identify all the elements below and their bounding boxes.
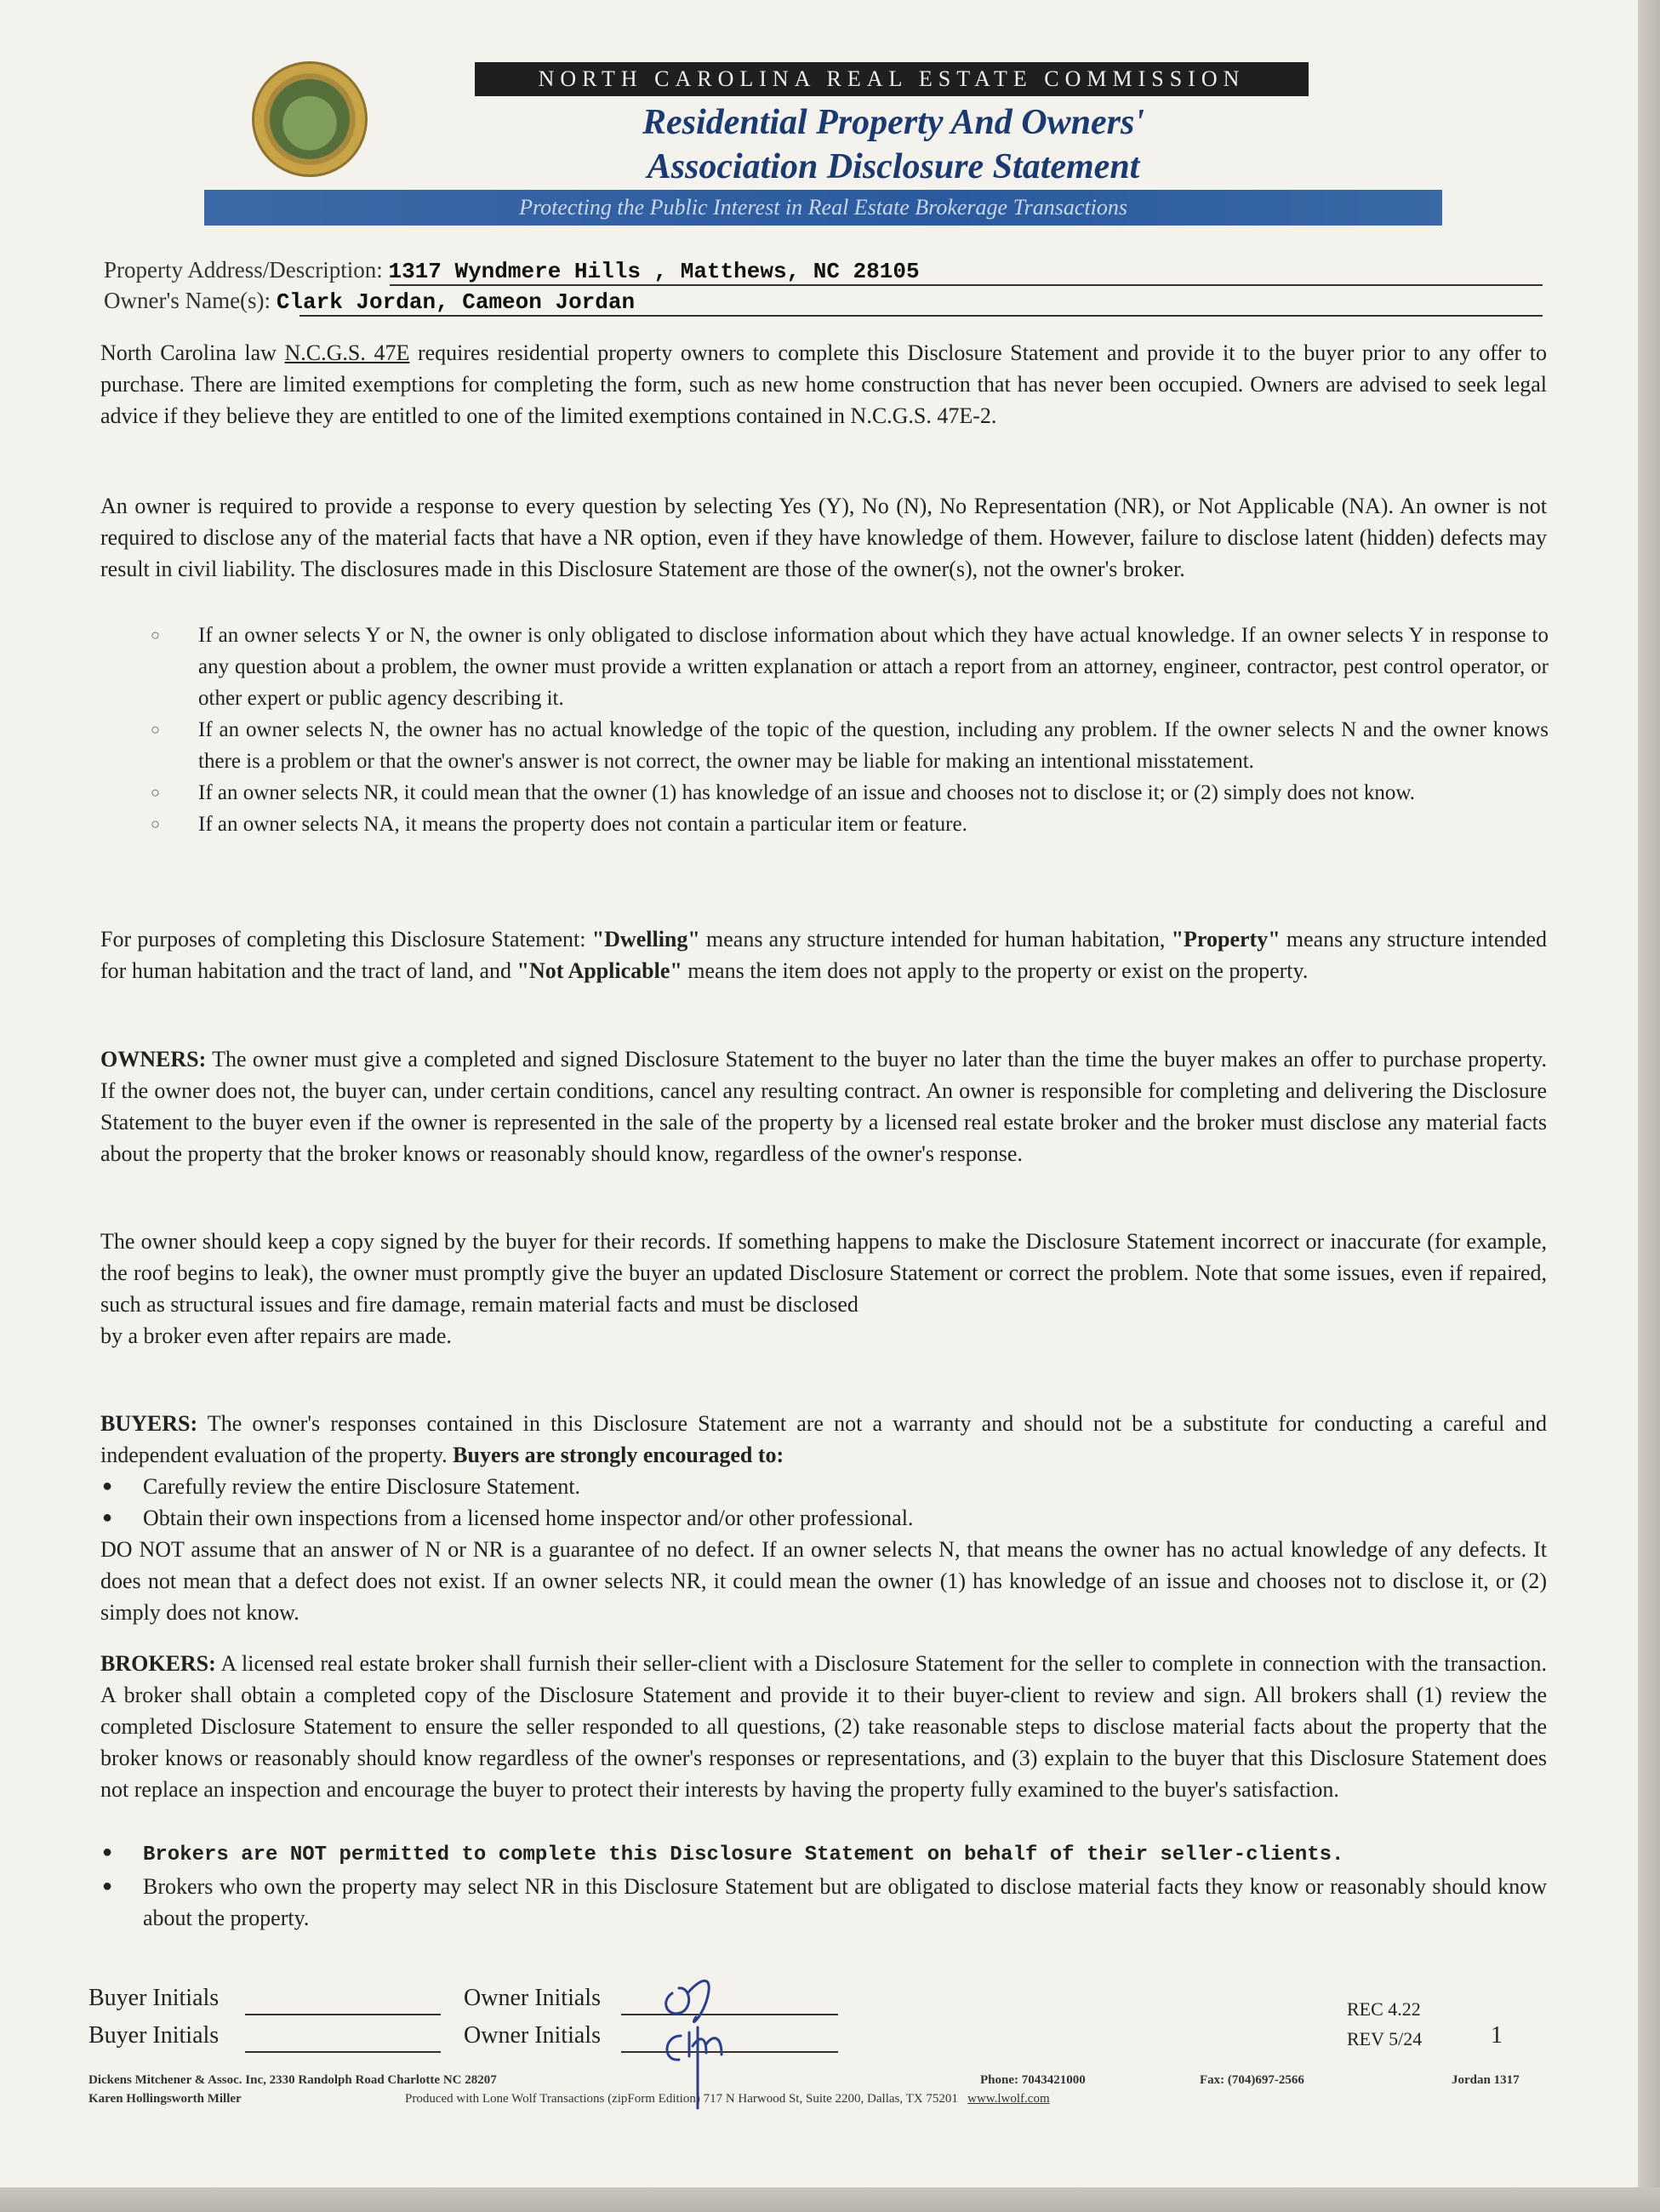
brokerage-company: Dickens Mitchener & Assoc. Inc, 2330 Randolph Road Charlotte NC 28207 — [88, 2073, 497, 2087]
updates-paragraph: The owner should keep a copy signed by the buyer for their records. If something happens to make the Disclosure Statement incorrect or inaccurate (for example, the roof begins to leak), the owner must promptly give the buyer an updated Disclosure Statement or correct the problem. Note that some issues, even if repaired, such as structural issues and fire damage, remain material facts and must be disclosed by a broker even after repairs are made. — [100, 1229, 1547, 1348]
buyers-warning-paragraph: DO NOT assume that an answer of N or NR is a guarantee of no defect. If an owner selects N, that means the owner has no actual knowledge of any defects. It does not mean that a defect does not exist. If an owner selects NR, it could mean the owner (1) has knowledge of an issue and chooses not to disclose it, or (2) simply does not know. — [100, 1537, 1547, 1625]
owners-heading: OWNERS: — [100, 1047, 207, 1072]
title-line-1: Residential Property And Owners' — [642, 103, 1144, 142]
intro-paragraph-2: An owner is required to provide a response to every question by selecting Yes (Y), No (N), No Representation (NR), or Not Applicable (NA). An owner is not required to disclose any of the material facts that have a NR option, even if they have knowledge of them. However, failure to disclose latent (hidden) defects may result in civil liability. The disclosures made in this Disclosure Statement are those of the owner(s), not the owner's broker. — [100, 494, 1547, 581]
list-item: ● Brokers are NOT permitted to complete this Disclosure Statement on behalf of their seller-clients. — [102, 1843, 1344, 1866]
definitions-paragraph: For purposes of completing this Disclosure Statement: "Dwelling" means any structure intended for human habitation, "Property" means any structure intended for human habitation and the tract of land, and "Not Applicable" means the item does not apply to the property or exist on the property. — [100, 927, 1547, 983]
paper-edge-bottom — [0, 2187, 1660, 2212]
list-item: ○ If an owner selects NA, it means the property does not contain a particular item or feature. — [151, 813, 967, 836]
tagline-banner — [204, 190, 1442, 226]
list-item: ● Brokers who own the property may select NR in this Disclosure Statement but are obligated to disclose material facts they know or reasonably should know about the property. — [102, 1874, 1547, 1930]
commission-name: NORTH CAROLINA REAL ESTATE COMMISSION — [538, 66, 1246, 91]
page-number: 1 — [1491, 2022, 1503, 2049]
list-item: ○ If an owner selects Y or N, the owner is only obligated to disclose information about which they have actual knowledge. If an owner selects Y in response to any question about a problem, the owner must provide a written explanation or attach a report from an attorney, engineer, contractor, pest control operator, or other expert or public agency describing it. — [151, 624, 1549, 710]
produced-with: Produced with Lone Wolf Transactions (zipForm Edition) 717 N Harwood St, Suite 2200, Dallas, TX 75201 www.lwolf.com — [405, 2092, 1050, 2106]
buyer-initials-field-1[interactable] — [245, 2014, 441, 2015]
owner-handwritten-initials — [655, 1968, 749, 2112]
address-row — [104, 257, 1550, 288]
owner-underline — [299, 315, 1543, 317]
broker-rules-list — [100, 1837, 1547, 1934]
buyer-initials-label-1: Buyer Initials — [88, 1985, 220, 2011]
owner-initials-label-1: Owner Initials — [464, 1985, 601, 2011]
tagline-text: Protecting the Public Interest in Real Estate Brokerage Transactions — [519, 195, 1127, 220]
brokers-heading: BROKERS: — [100, 1651, 216, 1676]
address-underline — [390, 284, 1543, 286]
owner-value[interactable]: Clark Jordan, Cameon Jordan — [276, 289, 636, 315]
address-label: Property Address/Description: — [104, 257, 383, 283]
buyer-initials-label-2: Buyer Initials — [88, 2022, 220, 2049]
list-item: ● Obtain their own inspections from a licensed home inspector and/or other professional. — [102, 1506, 914, 1530]
buyers-section: BUYERS: The owner's responses contained in this Disclosure Statement are not a warranty and should not be a substitute for conducting a careful and independent evaluation of the property. Buyers are strongly encouraged to: — [100, 1411, 1547, 1467]
brokers-section: BROKERS: A licensed real estate broker shall furnish their seller-client with a Disclosure Statement for the seller to complete in connection with the transaction. A broker shall obtain a completed copy of the Disclosure Statement and provide it to their buyer-client to review and sign. All brokers shall (1) review the completed Disclosure Statement to ensure the seller responded to all questions, (2) take reasonable steps to disclose material facts about the property that the broker knows or reasonably should know regardless of the owner's responses or representations, and (3) explain to the buyer that this Disclosure Statement does not replace an inspection and encourage the buyer to protect their interests by having the property fully examined to the buyer's satisfaction. — [100, 1651, 1547, 1802]
owners-section: OWNERS: The owner must give a completed and signed Disclosure Statement to the buyer no later than the time the buyer makes an offer to purchase property. If the owner does not, the buyer can, under certain conditions, cancel any resulting contract. An owner is responsible for completing and delivering the Disclosure Statement to the buyer even if the owner is represented in the sale of the property by a licensed real estate broker and the broker must disclose any material facts about the property that the broker knows or reasonably should know, regardless of the owner's response. — [100, 1047, 1547, 1166]
list-item: ○ If an owner selects N, the owner has no actual knowledge of the topic of the question, including any problem. If the owner selects N and the owner knows there is a problem or that the owner's answer is not correct, the owner may be liable for making an intentional misstatement. — [151, 718, 1549, 773]
response-options-list — [149, 620, 1549, 840]
website-link[interactable]: www.lwolf.com — [967, 2092, 1050, 2106]
intro-paragraph-1: North Carolina law N.C.G.S. 47E requires residential property owners to complete this Disclosure Statement and provide it to the buyer prior to any offer to purchase. There are limited exemptions for completing the form, such as new home construction that has never been occupied. Owners are advised to seek legal advice if they believe they are entitled to one of the limited exemptions contained in N.C.G.S. 47E-2. — [100, 340, 1547, 428]
list-item: ○ If an owner selects NR, it could mean that the owner (1) has knowledge of an issue and chooses not to disclose it; or (2) simply does not know. — [151, 781, 1416, 804]
list-item: ● Carefully review the entire Disclosure Statement. — [102, 1474, 581, 1499]
title-line-2: Association Disclosure Statement — [647, 147, 1140, 186]
buyer-initials-field-2[interactable] — [245, 2051, 441, 2053]
paper-edge-right — [1638, 0, 1660, 2212]
owner-initials-label-2: Owner Initials — [464, 2022, 601, 2049]
statute-link: N.C.G.S. 47E — [284, 340, 410, 365]
rev-code: REV 5/24 — [1347, 2028, 1423, 2049]
rec-code: REC 4.22 — [1347, 1998, 1421, 2020]
buyer-recommendations-list — [100, 1471, 1547, 1534]
buyers-heading: BUYERS: — [100, 1411, 198, 1436]
form-title — [476, 100, 1310, 189]
fax-number: Fax: (704)697-2566 — [1200, 2073, 1304, 2087]
address-value[interactable]: 1317 Wyndmere Hills , Matthews, NC 28105 — [388, 259, 920, 284]
owner-row — [104, 288, 1550, 318]
phone-number: Phone: 7043421000 — [980, 2073, 1086, 2087]
agent-name: Karen Hollingsworth Miller — [88, 2092, 242, 2106]
commission-banner — [475, 62, 1309, 96]
nc-seal-logo — [252, 61, 368, 177]
file-name: Jordan 1317 — [1452, 2073, 1520, 2087]
owner-label: Owner's Name(s): — [104, 288, 271, 313]
